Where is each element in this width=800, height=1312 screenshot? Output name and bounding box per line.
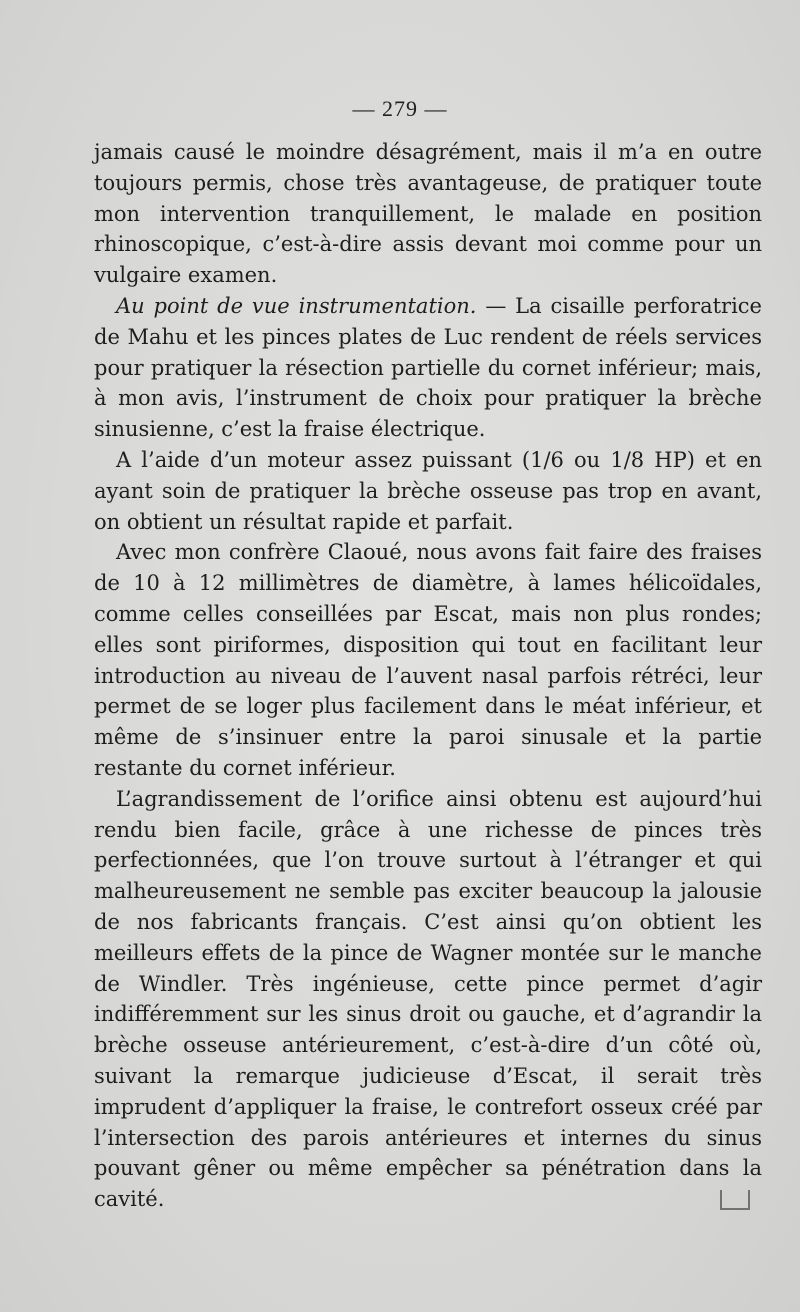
paragraph-2-text: — La cisaille perforatrice de Mahu et les pinces plates de Luc rendent de réels services pour pratiquer la résection partielle du cornet inférieur; mais, à mon avis, l’instrument de choix pour pratiquer la brèche sinusienne, c’est la fraise électrique. (94, 293, 762, 442)
paragraph-4-text: Avec mon confrère Claoué, nous avons fait faire des fraises de 10 à 12 millimètres de diamètre, à lames hélicoïdales, comme celles conseillées par Escat, mais non plus rondes; elles sont piriformes, disposition qui tout en facilitant leur introduction au niveau de l’auvent nasal parfois rétréci, leur permet de se loger plus facilement dans le méat inférieur, et même de s’insinuer entre la paroi sinusale et la partie restante du cornet inférieur. (94, 540, 762, 780)
paragraph-2-italic-lead: Au point de vue instrumentation. (116, 293, 477, 318)
page-number: — 279 — (352, 96, 448, 121)
paragraph-4 (94, 537, 762, 783)
paragraph-3-text: A l’aide d’un moteur assez puissant (1/6 ou 1/8 HP) et en ayant soin de pratiquer la brèche osseuse pas trop en avant, on obtient un résultat rapide et parfait. (94, 447, 762, 534)
body-text (94, 137, 762, 1215)
paragraph-5-text: L’agrandissement de l’orifice ainsi obtenu est aujourd’hui rendu bien facile, grâce à une richesse de pinces très perfectionnées, que l’on trouve surtout à l’étranger et qui malheureusement ne semble pas exciter beaucoup la jalousie de nos fabricants français. C’est ainsi qu’on obtient les meilleurs effets de la pince de Wagner montée sur le manche de Windler. Très ingénieuse, cette pince permet d’agir indifféremment sur les sinus droit ou gauche, et d’agrandir la brèche osseuse antérieurement, c’est-à-dire d’un côté où, suivant la remarque judicieuse d’Escat, il serait très imprudent d’appliquer la fraise, le contrefort osseux créé par l’intersection des parois antérieures et internes du sinus pouvant gêner ou même empêcher sa pénétration dans la cavité. (94, 786, 762, 1212)
paragraph-1-text: jamais causé le moindre désagrément, mais il m’a en outre toujours permis, chose très avantageuse, de pratiquer toute mon intervention tranquillement, le malade en position rhinoscopique, c’est-à-dire assis devant moi comme pour un vulgaire examen. (94, 140, 762, 288)
paragraph-5 (94, 784, 762, 1215)
paragraph-3 (94, 445, 762, 537)
paragraph-2 (94, 291, 762, 445)
catchword-mark (720, 1190, 750, 1210)
paragraph-1 (94, 137, 762, 291)
